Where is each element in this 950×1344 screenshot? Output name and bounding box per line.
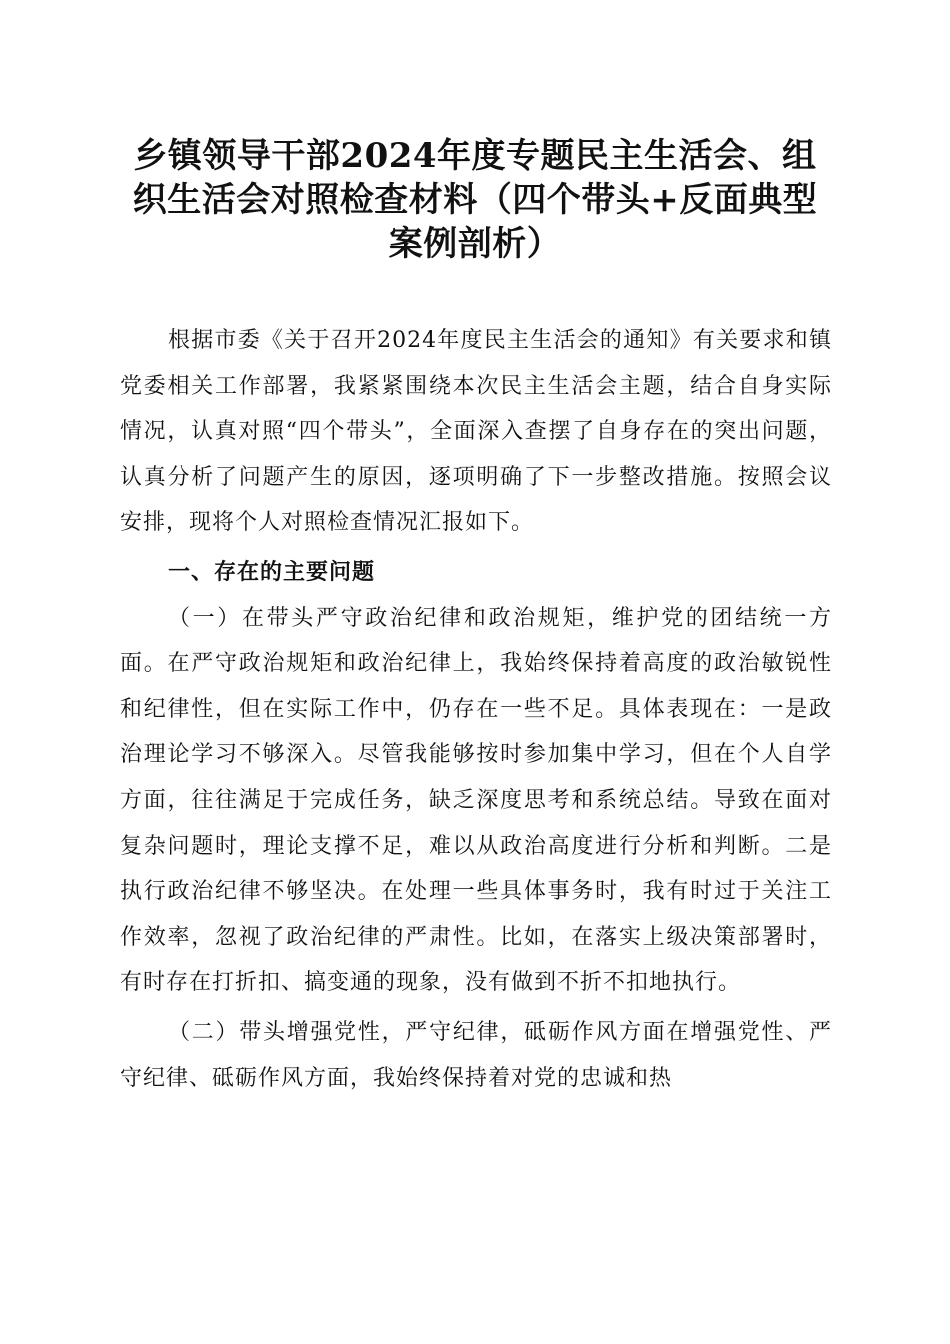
- title-line-2: 织生活会对照检查材料（四个带头+反面典型: [132, 180, 818, 220]
- document-body: [120, 318, 832, 1101]
- section-heading-problems: 一、存在的主要问题: [168, 559, 376, 585]
- title-line-1: 乡镇领导干部2024年度专题民主生活会、组: [133, 136, 817, 176]
- document-title: [110, 134, 840, 266]
- item-2-paragraph: （二）带头增强党性，严守纪律，砥砺作风方面在增强党性、严守纪律、砥砺作风方面，我始终保持着对党的忠诚和热: [120, 1019, 832, 1091]
- title-line-3: 案例剖析）: [388, 224, 562, 264]
- intro-paragraph: 根据市委《关于召开2024年度民主生活会的通知》有关要求和镇党委相关工作部署，我紧紧围绕本次民主生活会主题，结合自身实际情况，认真对照“四个带头”，全面深入查摆了自身存在的突出问题，认真分析了问题产生的原因，逐项明确了下一步整改措施。按照会议安排，现将个人对照检查情况汇报如下。: [120, 328, 832, 536]
- item-1-paragraph: （一）在带头严守政治纪律和政治规矩，维护党的团结统一方面。在严守政治规矩和政治纪律上，我始终保持着高度的政治敏锐性和纪律性，但在实际工作中，仍存在一些不足。具体表现在：一是政治理论学习不够深入。尽管我能够按时参加集中学习，但在个人自学方面，往往满足于完成任务，缺乏深度思考和系统总结。导致在面对复杂问题时，理论支撑不足，难以从政治高度进行分析和判断。二是执行政治纪律不够坚决。在处理一些具体事务时，我有时过于关注工作效率，忽视了政治纪律的严肃性。比如，在落实上级决策部署时，有时存在打折扣、搞变通的现象，没有做到不折不扣地执行。: [120, 605, 832, 996]
